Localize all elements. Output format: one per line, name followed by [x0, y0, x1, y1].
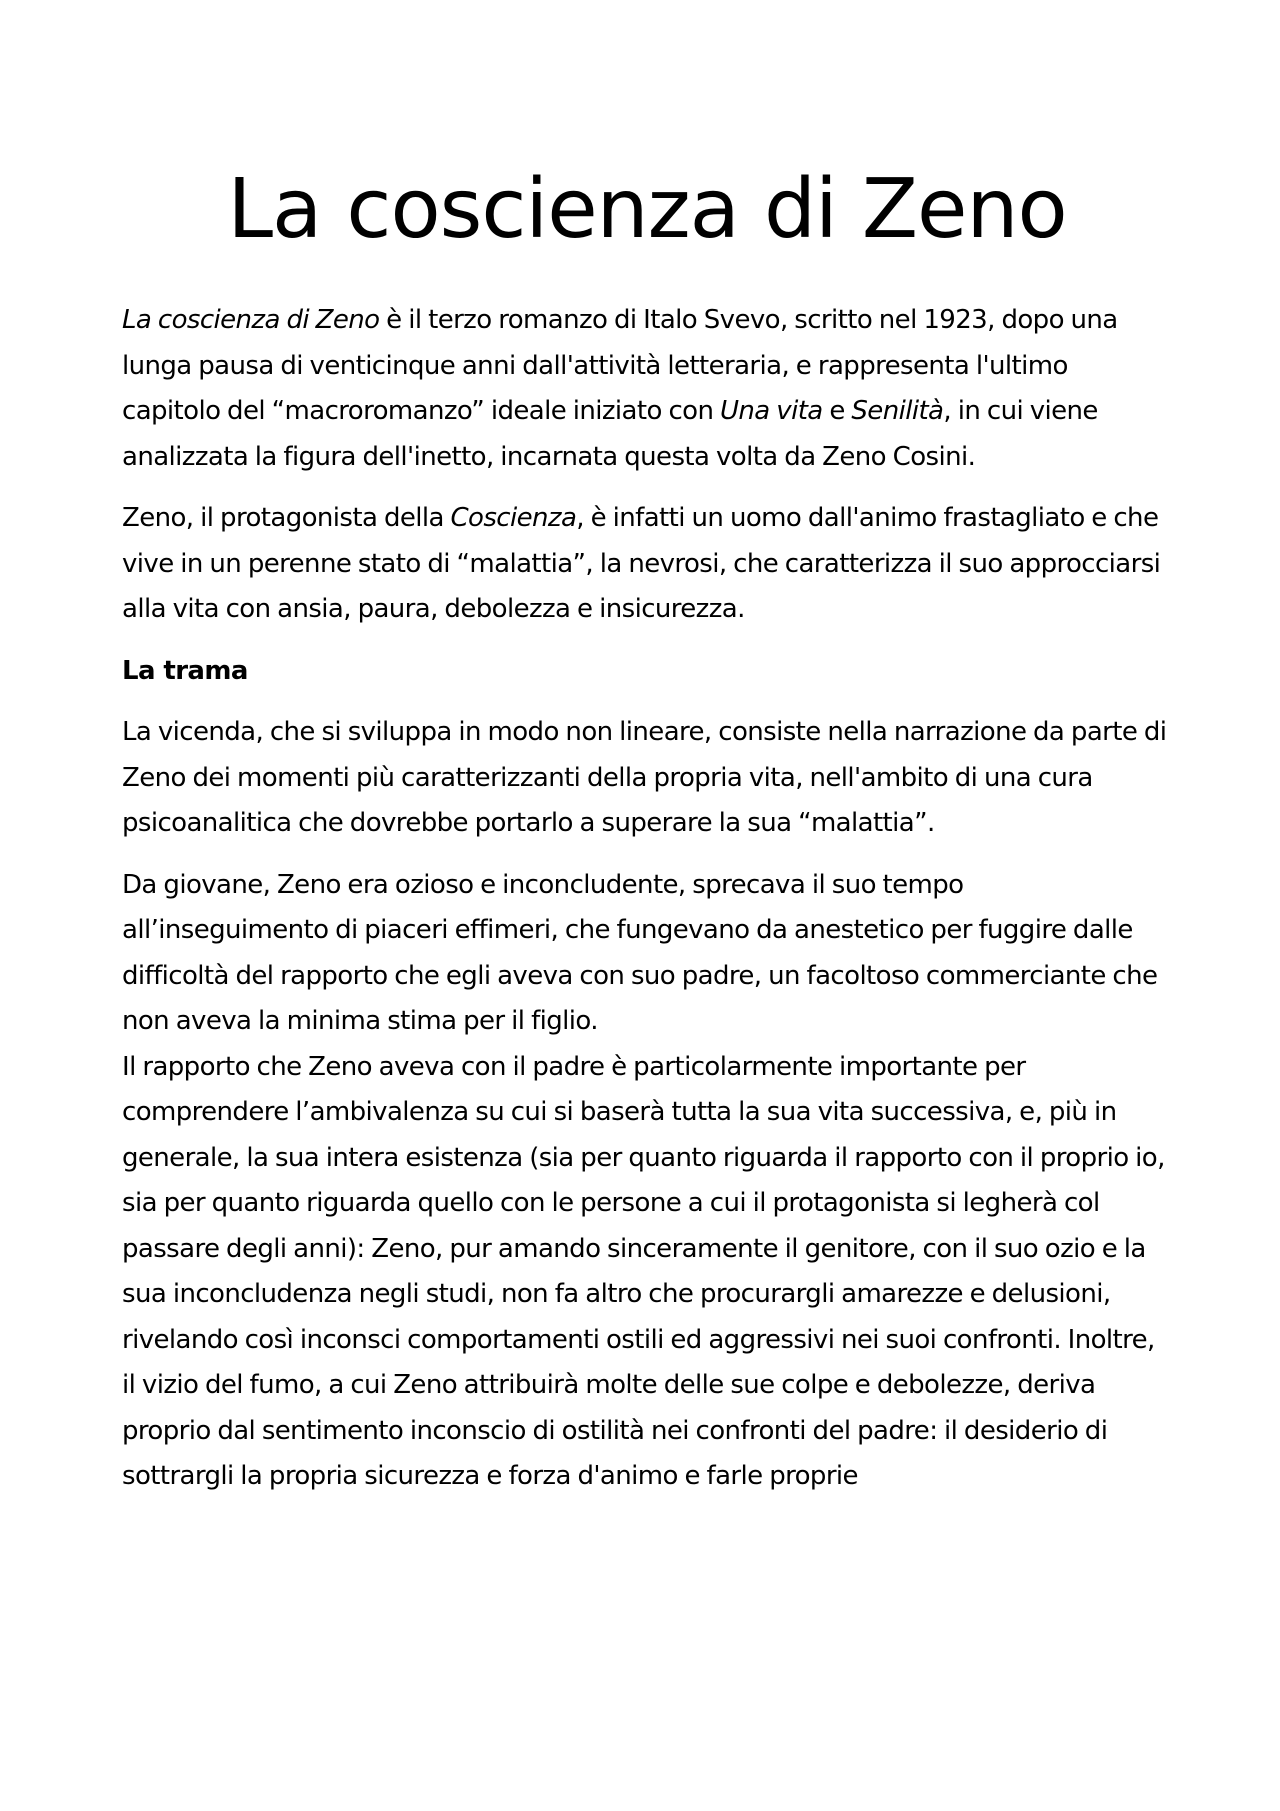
- paragraph-intro: [122, 298, 1172, 480]
- section-heading-trama: La trama: [122, 655, 248, 686]
- italic-book-title: Senilità: [851, 396, 944, 426]
- paragraph-protagonist: [122, 496, 1172, 633]
- text-run: e: [822, 396, 852, 426]
- document-title: La coscienza di Zeno: [227, 162, 1067, 257]
- text-run: Zeno, il protagonista della: [122, 503, 451, 533]
- italic-book-title: Coscienza: [450, 503, 577, 533]
- text-run: , in cui viene analizzata la figura dell'inetto, incarnata questa volta da Zeno Cosini.: [122, 396, 1098, 472]
- paragraph-plot: La vicenda, che si sviluppa in modo non lineare, consiste nella narrazione da parte di Zeno dei momenti più caratterizzanti della propria vita, nell'ambito di una cura psicoanalitica che dovrebbe portarlo a superare la sua “malattia”.: [122, 717, 1167, 838]
- paragraph-youth: Da giovane, Zeno era ozioso e inconcludente, sprecava il suo tempo all’inseguimento di piaceri effimeri, che fungevano da anestetico per fuggire dalle difficoltà del rapporto che egli aveva con suo padre, un facoltoso commerciante che non aveva la minima stima per il figlio.: [122, 869, 1158, 1036]
- text-run: è il terzo romanzo di Italo Svevo, scritto nel 1923, dopo una lunga pausa di venticinque anni dall'attività letteraria, e rappresenta l'ultimo capitolo del “macroromanzo” ideale iniziato con: [122, 305, 1118, 426]
- document-page: [122, 160, 1172, 1500]
- italic-book-title: La coscienza di Zeno: [122, 305, 380, 335]
- text-run: , è infatti un uomo dall'animo frastagliato e che vive in un perenne stato di “malattia”, la nevrosi, che caratterizza il suo approcciarsi alla vita con ansia, paura, debolezza e insicurezza.: [122, 503, 1161, 624]
- paragraph-father: Il rapporto che Zeno aveva con il padre è particolarmente importante per comprendere l’ambivalenza su cui si baserà tutta la sua vita successiva, e, più in generale, la sua intera esistenza (sia per quanto riguarda il rapporto con il proprio io, sia per quanto riguarda quello con le persone a cui il protagonista si legherà col passare degli anni): Zeno, pur amando sinceramente il genitore, con il suo ozio e la sua inconcludenza negli studi, non fa altro che procurargli amarezze e delusioni, rivelando così inconsci comportamenti ostili ed aggressivi nei suoi confronti. Inoltre, il vizio del fumo, a cui Zeno attribuirà molte delle sue colpe e debolezze, deriva proprio dal sentimento inconscio di ostilità nei confronti del padre: il desiderio di sottrargli la propria sicurezza e forza d'animo e farle proprie: [122, 1051, 1165, 1491]
- italic-book-title: Una vita: [720, 396, 823, 426]
